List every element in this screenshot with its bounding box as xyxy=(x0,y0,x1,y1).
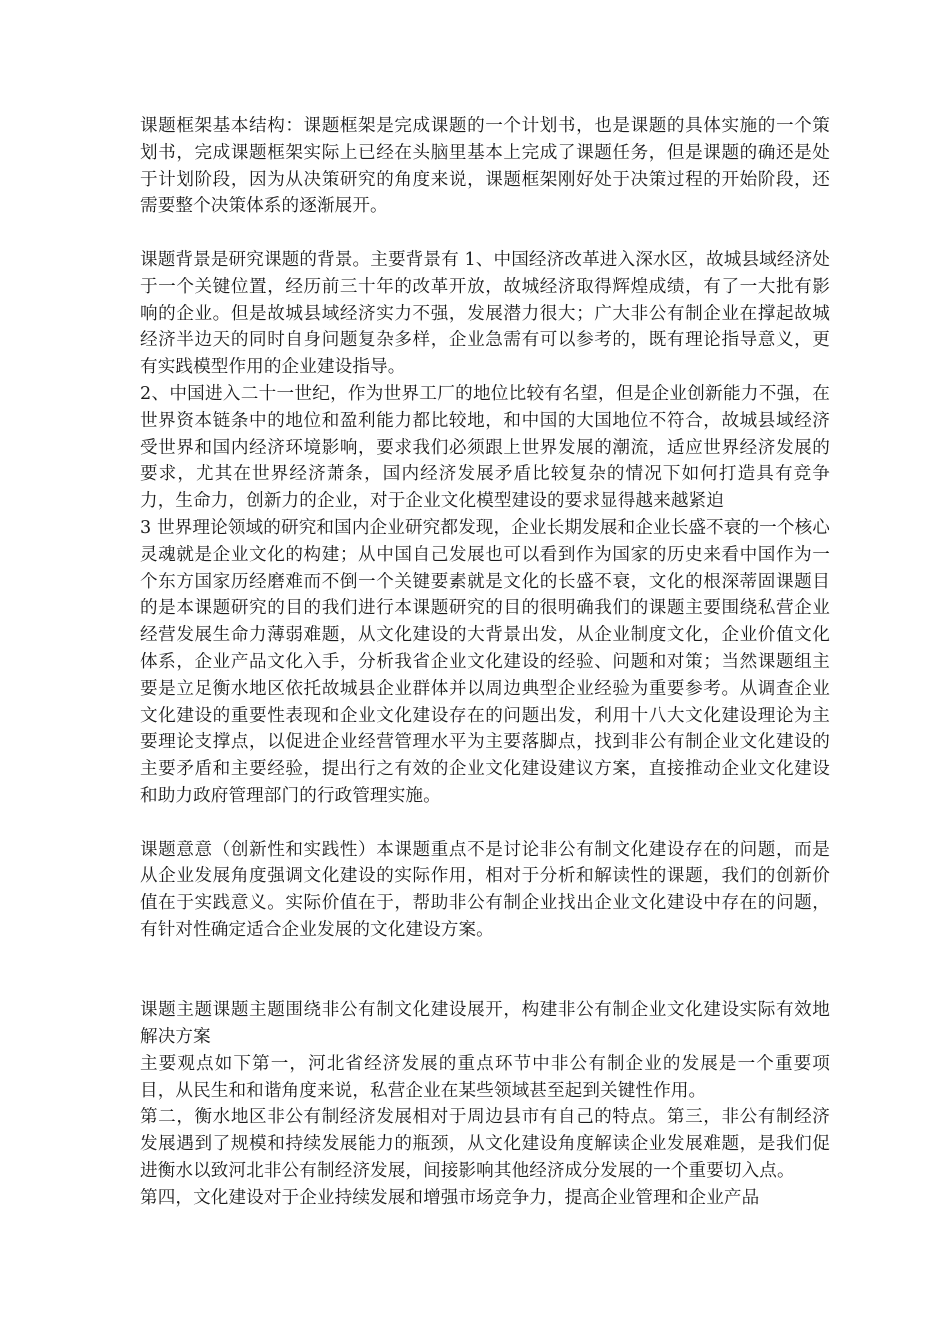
paragraph-theme: 课题主题课题主题围绕非公有制文化建设展开，构建非公有制企业文化建设实际有效地解决方案 xyxy=(140,1000,830,1048)
paragraph-viewpoint-4: 第四，文化建设对于企业持续发展和增强市场竞争力，提高企业管理和企业产品 xyxy=(140,1187,760,1208)
document-body xyxy=(140,113,830,1212)
paragraph-viewpoint-2-3: 第二，衡水地区非公有制经济发展相对于周边县市有自己的特点。第三，非公有制经济发展遇到了规模和持续发展能力的瓶颈，从文化建设角度解读企业发展难题，是我们促进衡水以致河北非公有制经济发展，间接影响其他经济成分发展的一个重要切入点。 xyxy=(140,1107,830,1182)
paragraph-significance: 课题意意（创新性和实践性）本课题重点不是讨论非公有制文化建设存在的问题，而是从企业发展角度强调文化建设的实际作用，相对于分析和解读性的课题，我们的创新价值在于实践意义。实际价值在于，帮助非公有制企业找出企业文化建设中存在的问题，有针对性确定适合企业发展的文化建设方案。 xyxy=(140,839,830,940)
paragraph-framework: 课题框架基本结构：课题框架是完成课题的一个计划书，也是课题的具体实施的一个策划书，完成课题框架实际上已经在头脑里基本上完成了课题任务，但是课题的确还是处于计划阶段，因为从决策研究的角度来说，课题框架刚好处于决策过程的开始阶段，还需要整个决策体系的逐渐展开。 xyxy=(140,116,830,217)
paragraph-background-1: 课题背景是研究课题的背景。主要背景有 1、中国经济改革进入深水区，故城县域经济处于一个关键位置，经历前三十年的改革开放，故城经济取得辉煌成绩，有了一大批有影响的企业。但是故城县域经济实力不强，发展潜力很大；广大非公有制企业在撑起故城经济半边天的同时自身问题复杂多样，企业急需有可以参考的，既有理论指导意义，更有实践模型作用的企业建设指导。 xyxy=(140,249,830,378)
paragraph-background-3: 3 世界理论领域的研究和国内企业研究都发现，企业长期发展和企业长盛不衰的一个核心灵魂就是企业文化的构建；从中国自己发展也可以看到作为国家的历史来看中国作为一个东方国家历经磨难而不倒一个关键要素就是文化的长盛不衰，文化的根深蒂固课题目的是本课题研究的目的我们进行本课题研究的目的很明确我们的课题主要围绕私营企业经营发展生命力薄弱难题，从文化建设的大背景出发，从企业制度文化，企业价值文化体系，企业产品文化入手，分析我省企业文化建设的经验、问题和对策；当然课题组主要是立足衡水地区依托故城县企业群体并以周边典型企业经验为重要参考。从调查企业文化建设的重要性表现和企业文化建设存在的问题出发，利用十八大文化建设理论为主要理论支撑点，以促进企业经营管理水平为主要落脚点，找到非公有制企业文化建设的主要矛盾和主要经验，提出行之有效的企业文化建设建议方案，直接推动企业文化建设和助力政府管理部门的行政管理实施。 xyxy=(140,517,830,806)
paragraph-background-2: 2、中国进入二十一世纪，作为世界工厂的地位比较有名望，但是企业创新能力不强，在世界资本链条中的地位和盈利能力都比较地，和中国的大国地位不符合，故城县域经济受世界和国内经济环境影响，要求我们必须跟上世界发展的潮流，适应世界经济发展的要求，尤其在世界经济萧条，国内经济发展矛盾比较复杂的情况下如何打造具有竞争力，生命力，创新力的企业，对于企业文化模型建设的要求显得越来越紧迫 xyxy=(140,383,830,512)
paragraph-viewpoint-1: 主要观点如下第一，河北省经济发展的重点环节中非公有制企业的发展是一个重要项目，从民生和和谐角度来说，私营企业在某些领域甚至起到关键性作用。 xyxy=(140,1053,830,1101)
